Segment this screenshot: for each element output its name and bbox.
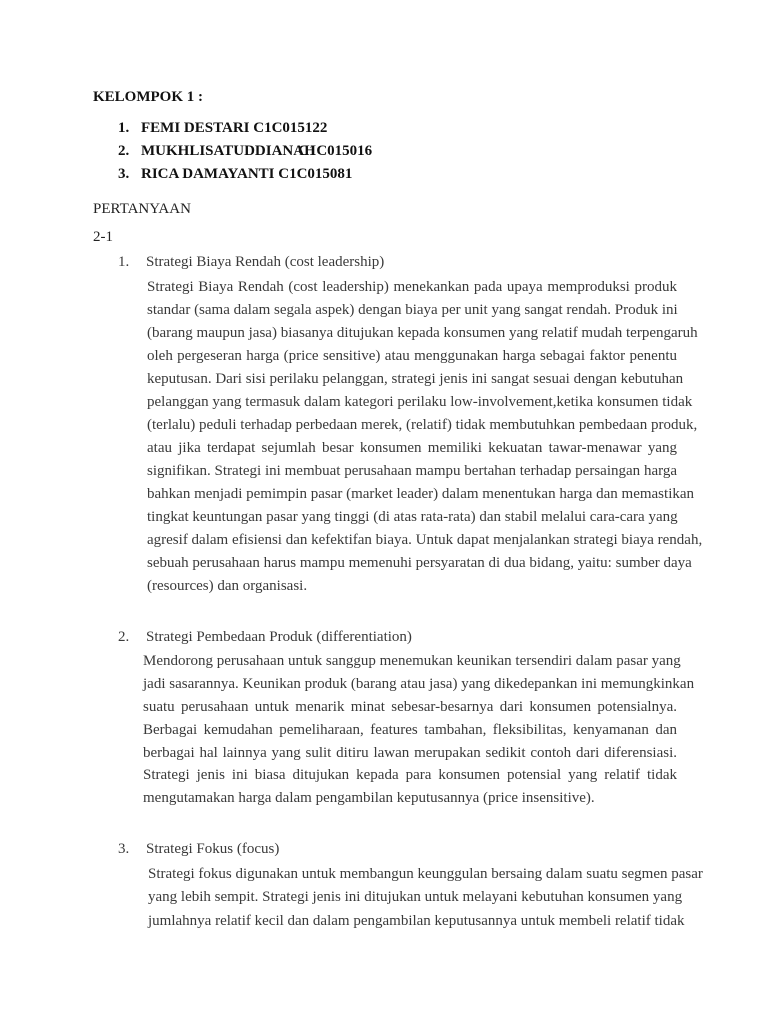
member-number: 1.	[118, 120, 130, 136]
paragraph-line: oleh pergeseran harga (price sensitive) atau menggunakan harga sebagai faktor penentu	[147, 348, 677, 364]
item-title: Strategi Biaya Rendah (cost leadership)	[146, 254, 385, 270]
paragraph-line: sebuah perusahaan harus mampu memenuhi persyaratan di dua bidang, yaitu: sumber daya	[147, 555, 692, 571]
paragraph-line: signifikan. Strategi ini membuat perusahaan mampu bertahan terhadap persaingan harga	[147, 463, 677, 479]
section-title: PERTANYAAN	[93, 201, 191, 217]
paragraph-line: (resources) dan organisasi.	[147, 578, 308, 594]
paragraph-line: berbagai hal lainnya yang sulit ditiru lawan merupakan sedikit contoh dari diferensiasi.	[143, 744, 677, 761]
item-title: Strategi Pembedaan Produk (differentiation)	[146, 629, 412, 645]
paragraph-line: (terlalu) peduli terhadap perbedaan merek, (relatif) tidak membutuhkan pembedaan produk,	[147, 417, 698, 433]
question-number: 2-1	[93, 229, 113, 245]
member-name: FEMI DESTARI C1C015122	[141, 120, 328, 136]
paragraph-line: (barang maupun jasa) biasanya ditujukan kepada konsumen yang relatif mudah terpengaruh	[147, 325, 698, 341]
item-paragraph	[143, 652, 695, 812]
member-number: 3.	[118, 166, 130, 182]
item-number: 3.	[118, 841, 130, 857]
paragraph-line: standar (sama dalam segala aspek) dengan biaya per unit yang sangat rendah. Produk ini	[147, 302, 678, 318]
paragraph-line: mengutamakan harga dalam pengambilan keputusannya (price insensitive).	[143, 790, 595, 807]
item-number: 1.	[118, 254, 130, 270]
item-paragraph	[148, 865, 703, 935]
paragraph-line: keputusan. Dari sisi perilaku pelanggan, strategi jenis ini sangat sesuai dengan kebutuhan	[147, 371, 684, 387]
paragraph-line: jadi sasarannya. Keunikan produk (barang atau jasa) yang dikedepankan ini memungkinkan	[143, 675, 695, 692]
member-name: RICA DAMAYANTI C1C015081	[141, 166, 353, 182]
paragraph-line: bahkan menjadi pemimpin pasar (market leader) dalam menentukan harga dan memastikan	[147, 486, 695, 502]
item-number: 2.	[118, 629, 130, 645]
paragraph-line: Berbagai kemudahan pemeliharaan, features tambahan, fleksibilitas, kenyamanan dan	[143, 721, 677, 738]
paragraph-line: suatu perusahaan untuk menarik minat sebesar-besarnya dari konsumen potensialnya.	[143, 698, 677, 715]
member-name: MUKHLISATUDDIANAH	[141, 143, 316, 159]
paragraph-line: Strategi fokus digunakan untuk membangun keunggulan bersaing dalam suatu segmen pasar	[148, 866, 703, 882]
item-paragraph	[147, 278, 703, 600]
item-title: Strategi Fokus (focus)	[146, 841, 280, 857]
paragraph-line: Strategi jenis ini biasa ditujukan kepada para konsumen potensial yang relatif tidak	[143, 767, 677, 784]
paragraph-line: atau jika terdapat sejumlah besar konsumen memiliki kekuatan tawar-menawar yang	[147, 440, 677, 456]
group-title: KELOMPOK 1 :	[93, 89, 203, 105]
paragraph-line: pelanggan yang termasuk dalam kategori perilaku low-involvement,ketika konsumen tidak	[147, 394, 693, 410]
paragraph-line: yang lebih sempit. Strategi jenis ini ditujukan untuk melayani kebutuhan konsumen yang	[148, 889, 683, 906]
paragraph-line: tingkat keuntungan pasar yang tinggi (di atas rata-rata) dan stabil melalui cara-cara yang	[147, 509, 678, 525]
member-id: C1C015016	[298, 143, 373, 159]
paragraph-line: agresif dalam efisiensi dan kefektifan biaya. Untuk dapat menjalankan strategi biaya rendah,	[147, 532, 703, 548]
paragraph-line: jumlahnya relatif kecil dan dalam pengambilan keputusannya untuk membeli relatif tidak	[148, 912, 685, 929]
paragraph-line: Strategi Biaya Rendah (cost leadership) menekankan pada upaya memproduksi produk	[147, 279, 677, 295]
member-number: 2.	[118, 143, 130, 159]
paragraph-line: Mendorong perusahaan untuk sanggup menemukan keunikan tersendiri dalam pasar yang	[143, 653, 681, 669]
